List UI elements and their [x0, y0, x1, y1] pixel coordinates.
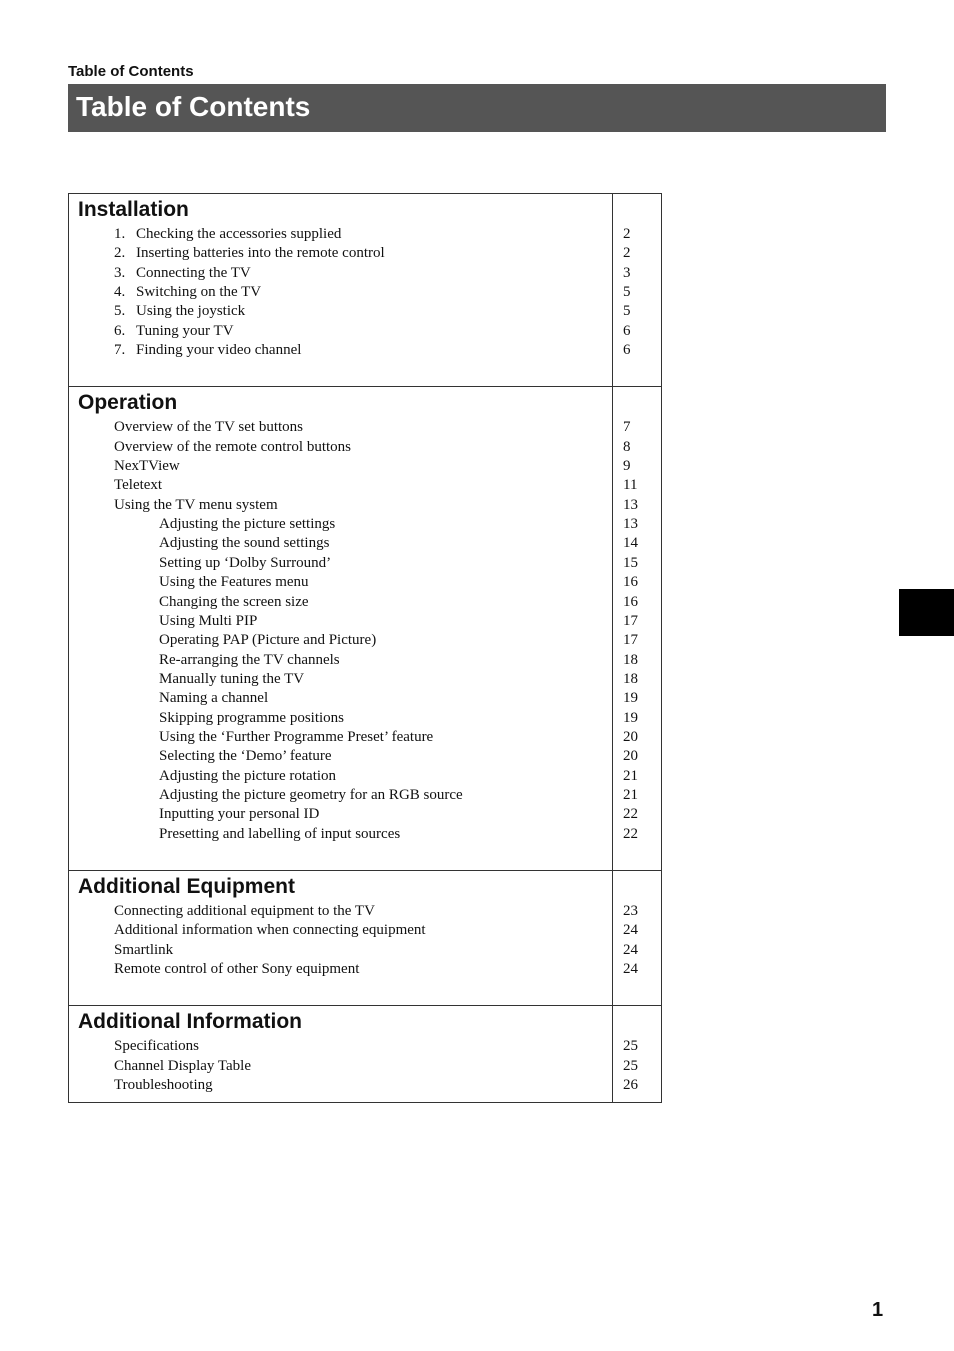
toc-section-entries — [69, 871, 613, 1005]
page-number: 1 — [872, 1299, 884, 1321]
entry-page-number: 6 — [623, 342, 631, 359]
toc-entry[interactable] — [69, 554, 612, 573]
toc-entry[interactable] — [69, 534, 612, 553]
entry-page-number: 17 — [623, 632, 638, 649]
entry-page-number: 6 — [623, 322, 631, 339]
toc-entry[interactable] — [69, 322, 612, 341]
toc-entry[interactable] — [69, 1076, 612, 1095]
entry-page-number: 13 — [623, 516, 638, 533]
entry-page-number: 15 — [623, 554, 638, 571]
entry-page-number: 2 — [623, 226, 631, 242]
toc-entry[interactable] — [69, 612, 612, 631]
toc-entry[interactable] — [69, 960, 612, 979]
entry-page-number: 25 — [623, 1057, 638, 1074]
toc-section-entries — [69, 1006, 613, 1102]
entry-title: Checking the accessories supplied — [136, 226, 342, 242]
entry-page-number: 20 — [623, 748, 638, 765]
running-head: Table of Contents — [68, 63, 194, 80]
entry-title: Skipping programme positions — [159, 709, 344, 726]
page-title: Table of Contents — [68, 84, 886, 132]
entry-page-number: 13 — [623, 496, 638, 513]
entry-title: Connecting the TV — [136, 264, 251, 281]
entry-page-number: 18 — [623, 651, 638, 668]
entry-number: 6. — [114, 322, 126, 339]
section-title: Installation — [78, 198, 189, 221]
toc-entry[interactable] — [69, 747, 612, 766]
toc-section — [69, 194, 661, 387]
toc-table — [68, 193, 662, 1103]
entry-title: Operating PAP (Picture and Picture) — [159, 632, 377, 649]
toc-section-pages — [613, 1006, 661, 1102]
section-title: Operation — [78, 391, 178, 415]
toc-entry[interactable] — [69, 786, 612, 805]
entry-page-number: 8 — [623, 438, 631, 455]
entry-title: Teletext — [114, 477, 163, 494]
toc-entry[interactable] — [69, 283, 612, 302]
toc-section — [69, 1006, 661, 1102]
toc-section — [69, 387, 661, 871]
toc-entry[interactable] — [69, 418, 612, 437]
entry-title: Adjusting the picture geometry for an RGB source — [159, 786, 463, 803]
toc-entry[interactable] — [69, 689, 612, 708]
entry-title: Manually tuning the TV — [159, 670, 305, 687]
entry-title: NexTView — [114, 458, 180, 475]
entry-title: Connecting additional equipment to the TV — [114, 902, 375, 919]
entry-title: Naming a channel — [159, 690, 269, 707]
entry-title: Inputting your personal ID — [159, 806, 320, 823]
entry-title: Using the Features menu — [159, 574, 309, 591]
toc-entry[interactable] — [69, 728, 612, 747]
entry-title: Specifications — [114, 1038, 199, 1055]
entry-title: Additional information when connecting equipment — [114, 922, 426, 939]
entry-page-number: 24 — [623, 922, 638, 939]
entry-number: 5. — [114, 303, 126, 320]
entry-page-number: 7 — [623, 419, 631, 436]
toc-entry[interactable] — [69, 709, 612, 728]
entry-page-number: 21 — [623, 767, 638, 784]
entry-page-number: 22 — [623, 825, 638, 842]
entry-title: Adjusting the picture rotation — [159, 767, 337, 784]
entry-number: 4. — [114, 284, 126, 301]
toc-entry[interactable] — [69, 825, 612, 844]
entry-title: Adjusting the sound settings — [159, 535, 330, 552]
toc-entry[interactable] — [69, 515, 612, 534]
toc-entry[interactable] — [69, 670, 612, 689]
toc-entry[interactable] — [69, 921, 612, 940]
entry-page-number: 16 — [623, 593, 638, 610]
entry-page-number: 23 — [623, 902, 638, 919]
entry-title: Finding your video channel — [136, 342, 302, 359]
entry-title: Remote control of other Sony equipment — [114, 961, 360, 977]
toc-entry[interactable] — [69, 1057, 612, 1076]
toc-section-entries — [69, 194, 613, 386]
entry-title: Overview of the remote control buttons — [114, 438, 352, 455]
entry-number: 3. — [114, 264, 126, 281]
entry-title: Using Multi PIP — [159, 612, 258, 629]
entry-page-number: 3 — [623, 264, 631, 281]
entry-title: Setting up ‘Dolby Surround’ — [159, 554, 332, 571]
toc-entry[interactable] — [69, 651, 612, 670]
toc-entry[interactable] — [69, 805, 612, 824]
entry-page-number: 22 — [623, 806, 638, 823]
toc-section-entries — [69, 387, 613, 870]
toc-entry[interactable] — [69, 902, 612, 921]
toc-entry[interactable] — [69, 1037, 612, 1056]
toc-entry[interactable] — [69, 573, 612, 592]
entry-title: Tuning your TV — [136, 322, 234, 339]
toc-section-pages — [613, 194, 661, 386]
toc-section-pages — [613, 871, 661, 1005]
toc-entry[interactable] — [69, 302, 612, 321]
section-title: Additional Equipment — [78, 874, 295, 898]
entry-title: Smartlink — [114, 941, 174, 958]
entry-page-number: 16 — [623, 574, 638, 591]
toc-entry[interactable] — [69, 341, 612, 360]
entry-number: 2. — [114, 245, 126, 262]
section-title: Additional Information — [78, 1010, 302, 1034]
toc-entry[interactable] — [69, 244, 612, 263]
entry-title: Inserting batteries into the remote control — [136, 245, 385, 262]
entry-title: Presetting and labelling of input sources — [159, 825, 401, 842]
toc-entry[interactable] — [69, 767, 612, 786]
entry-title: Adjusting the picture settings — [159, 516, 336, 533]
entry-page-number: 19 — [623, 709, 638, 726]
toc-entry[interactable] — [69, 476, 612, 495]
toc-entry[interactable] — [69, 593, 612, 612]
entry-title: Changing the screen size — [159, 593, 309, 610]
entry-page-number: 24 — [623, 961, 638, 977]
toc-entry[interactable] — [69, 438, 612, 457]
entry-page-number: 21 — [623, 786, 638, 803]
entry-page-number: 24 — [623, 941, 638, 958]
entry-page-number: 26 — [623, 1077, 638, 1094]
entry-page-number: 11 — [623, 477, 638, 494]
side-tab-marker — [899, 589, 954, 636]
entry-number: 1. — [114, 226, 126, 242]
toc-entry[interactable] — [69, 496, 612, 515]
entry-page-number: 18 — [623, 670, 638, 687]
toc-section-pages — [613, 387, 661, 870]
entry-page-number: 20 — [623, 728, 638, 745]
toc-entry[interactable] — [69, 225, 612, 244]
entry-page-number: 2 — [623, 245, 631, 262]
entry-page-number: 19 — [623, 690, 638, 707]
entry-page-number: 14 — [623, 535, 638, 552]
entry-page-number: 17 — [623, 612, 638, 629]
entry-page-number: 25 — [623, 1038, 638, 1055]
toc-entry[interactable] — [69, 457, 612, 476]
toc-entry[interactable] — [69, 631, 612, 650]
entry-title: Channel Display Table — [114, 1057, 251, 1074]
entry-title: Selecting the ‘Demo’ feature — [159, 748, 332, 765]
entry-title: Re-arranging the TV channels — [159, 651, 340, 668]
entry-title: Overview of the TV set buttons — [114, 419, 304, 436]
entry-title: Using the joystick — [136, 303, 246, 320]
toc-entry[interactable] — [69, 264, 612, 283]
entry-page-number: 9 — [623, 458, 631, 475]
entry-title: Using the ‘Further Programme Preset’ feature — [159, 728, 434, 745]
entry-number: 7. — [114, 342, 126, 359]
entry-title: Troubleshooting — [114, 1077, 213, 1094]
entry-page-number: 5 — [623, 284, 631, 301]
toc-section — [69, 871, 661, 1006]
entry-title: Using the TV menu system — [114, 496, 278, 513]
toc-entry[interactable] — [69, 941, 612, 960]
entry-page-number: 5 — [623, 303, 631, 320]
entry-title: Switching on the TV — [136, 284, 262, 301]
